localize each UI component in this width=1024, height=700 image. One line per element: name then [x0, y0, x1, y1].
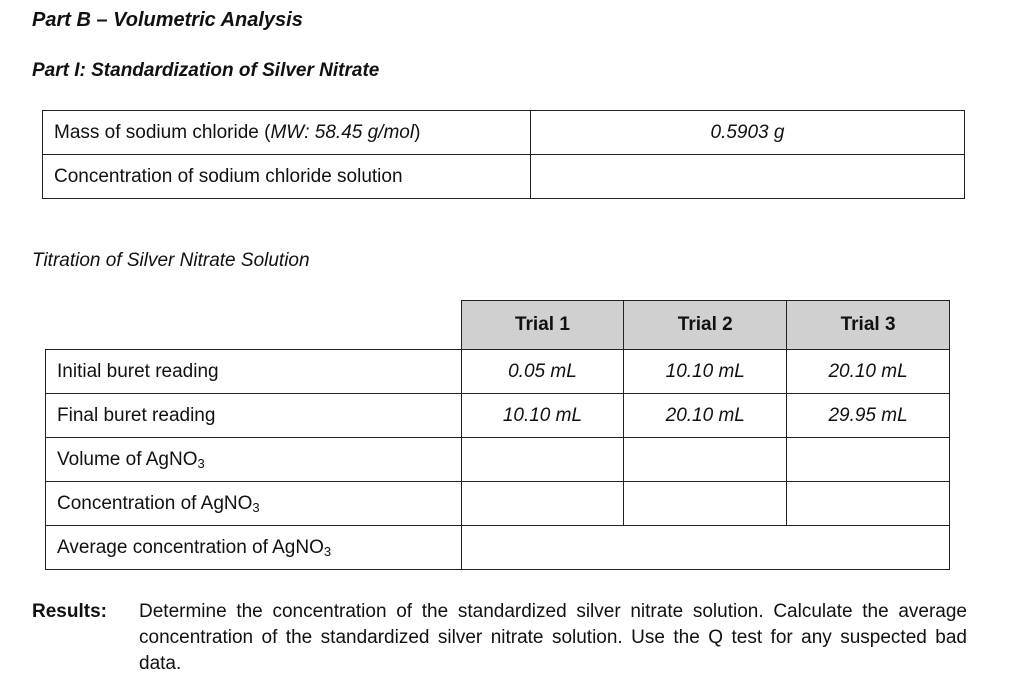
- concentration-trial-2[interactable]: [624, 482, 787, 526]
- table-row: [43, 155, 965, 199]
- part-i-heading: Part I: Standardization of Silver Nitrate: [32, 60, 380, 81]
- initial-reading-trial-2[interactable]: 10.10 mL: [624, 350, 787, 394]
- nacl-concentration-label: Concentration of sodium chloride solution: [43, 155, 531, 199]
- results-label: Results:: [32, 601, 107, 622]
- volume-trial-3[interactable]: [787, 438, 950, 482]
- concentration-label: Concentration of AgNO$_3$: [46, 482, 462, 526]
- concentration-trial-1[interactable]: [461, 482, 624, 526]
- average-concentration-label: Average concentration of AgNO$_3$: [46, 526, 462, 570]
- nacl-concentration-value[interactable]: [531, 155, 965, 199]
- table-row: [46, 482, 950, 526]
- table-row: [43, 111, 965, 155]
- trial-3-header: Trial 3: [787, 301, 950, 350]
- titration-title: Titration of Silver Nitrate Solution: [32, 250, 310, 271]
- table-header-row: [46, 301, 950, 350]
- table-row: [46, 526, 950, 570]
- volume-trial-1[interactable]: [461, 438, 624, 482]
- initial-reading-trial-1[interactable]: 0.05 mL: [461, 350, 624, 394]
- trial-1-header: Trial 1: [461, 301, 624, 350]
- volume-trial-2[interactable]: [624, 438, 787, 482]
- trial-2-header: Trial 2: [624, 301, 787, 350]
- table-row: [46, 394, 950, 438]
- part-b-heading: Part B – Volumetric Analysis: [32, 9, 303, 31]
- volume-label: Volume of AgNO$_3$: [46, 438, 462, 482]
- initial-reading-label: Initial buret reading: [46, 350, 462, 394]
- table-row: [46, 350, 950, 394]
- final-reading-trial-3[interactable]: 29.95 mL: [787, 394, 950, 438]
- final-reading-trial-1[interactable]: 10.10 mL: [461, 394, 624, 438]
- concentration-trial-3[interactable]: [787, 482, 950, 526]
- final-reading-trial-2[interactable]: 20.10 mL: [624, 394, 787, 438]
- final-reading-label: Final buret reading: [46, 394, 462, 438]
- results-text: Determine the concentration of the standardized silver nitrate solution. Calculate the average concentration of the standardized silver nitrate solution. Use the Q test for any suspected bad data.: [139, 601, 967, 674]
- nacl-mass-value[interactable]: 0.5903 g: [531, 111, 965, 155]
- initial-reading-trial-3[interactable]: 20.10 mL: [787, 350, 950, 394]
- titration-table: [45, 300, 950, 570]
- average-concentration-value[interactable]: [461, 526, 949, 570]
- nacl-mass-label: Mass of sodium chloride (MW: 58.45 g/mol): [43, 111, 531, 155]
- table-row: [46, 438, 950, 482]
- nacl-table: [42, 110, 965, 199]
